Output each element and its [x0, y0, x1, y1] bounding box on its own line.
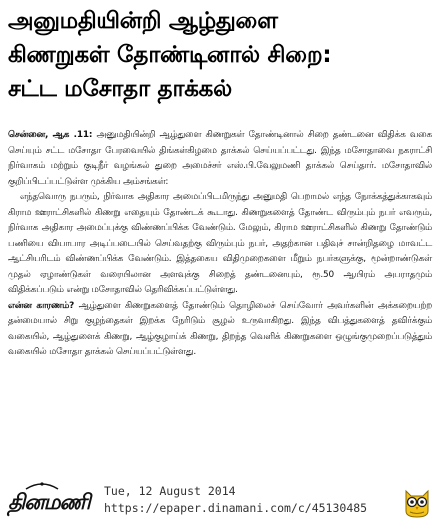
- dinamani-logo: [8, 487, 90, 517]
- article-body: [8, 128, 432, 361]
- source-url[interactable]: https://epaper.dinamani.com/c/45130485: [104, 501, 368, 515]
- headline-line-3: சட்ட மசோதா தாக்கல்: [8, 76, 232, 102]
- footer: [0, 481, 438, 522]
- publish-date: Tue, 12 August 2014: [104, 484, 236, 498]
- headline: [8, 4, 432, 106]
- dateline: சென்னை, ஆக .11:: [8, 130, 93, 140]
- headline-line-1: அனுமதியின்றி ஆழ்துளை: [8, 8, 278, 34]
- footer-meta: [104, 483, 367, 517]
- paragraph-1-text: அனுமதியின்றி ஆழ்துளை கிணறுகள் தோண்டினால் சிறை தண்டனை விதிக்க வகை செய்யும் சட்ட மசோதா பேரவையில் திங்கள்கிழமை தாக்கல் செய்யப்பட்டது. இந்த மசோதாவை நகராட்சி நிர்வாகம் மற்றும் குடிநீர் வழங்கல் துறை அமைச்சர் எஸ்.பி.வேலுமணி தாக்கல் செய்தார். மசோதாவில் குறிப்பிடப்பட்டுள்ள முக்கிய அம்சங்கள்:: [8, 130, 433, 187]
- logo-ornament-icon: [24, 481, 60, 490]
- article-paragraph-2: எந்தவொரு நபரும், நிர்வாக அதிகார அமைப்பிடமிருந்து அனுமதி பெறாமல் எந்த நோக்கத்துக்காகவும் கிராம ஊராட்சிகளில் கிணறு எதையும் தோண்டக் கூடாது. கிணறுகளைத் தோண்ட விரும்பும் நபர் எவரும், நிர்வாக அதிகார அமைப்புக்கு விண்ணப்பிக்க வேண்டும். மேலும், கிராம ஊராட்சிகளில் கிணறு தோண்டும் பணியை வியாபார அடிப்படையில் செய்வதற்கு விரும்பும் நபர், அதற்கான பதிவுச் சான்றிதழை மாவட்ட ஆட்சியரிடம் விண்ணப்பிக்க வேண்டும். இத்தகைய விதிமுறைகளை மீறும் நபர்களுக்கு, மூன்றாண்டுகள் முதல் ஏழாண்டுகள் வரையிலான அளவுக்கு சிறைத் தண்டனையும், ரூ.50 ஆயிரம் அபராதமும் விதிக்கப்படும் என்று மசோதாவில் தெரிவிக்கப்பட்டுள்ளது.: [8, 192, 432, 295]
- logo-text: தினமணி: [8, 490, 90, 514]
- article-paragraph-1: [8, 128, 432, 190]
- paragraph-3-text: ஆழ்துளை கிணறுகளைத் தோண்டும் தொழிலைச் செய்வோர் அவர்களின் அக்கறையற்ற தன்மையால் சிறு குழந்தைகள் இறக்க நேரிடும் சூழல் உருவாகிறது. இந்த விபத்துகளைத் தவிர்க்கும் வகையில், ஆழ்துளைக் கிணறு, ஆழ்குழாய்க் கிணறு, திறந்த வெளிக் கிணறுகளை ஒழுங்குமுறைப்படுத்தும் வகையில் மசோதா தாக்கல் செய்யப்பட்டுள்ளது.: [8, 300, 432, 357]
- owl-mascot-icon: [400, 485, 434, 519]
- reason-heading: என்ன காரணம்?: [8, 300, 75, 311]
- article-paragraph-3: [8, 299, 432, 361]
- headline-line-2: கிணறுகள் தோண்டினால் சிறை:: [8, 42, 332, 68]
